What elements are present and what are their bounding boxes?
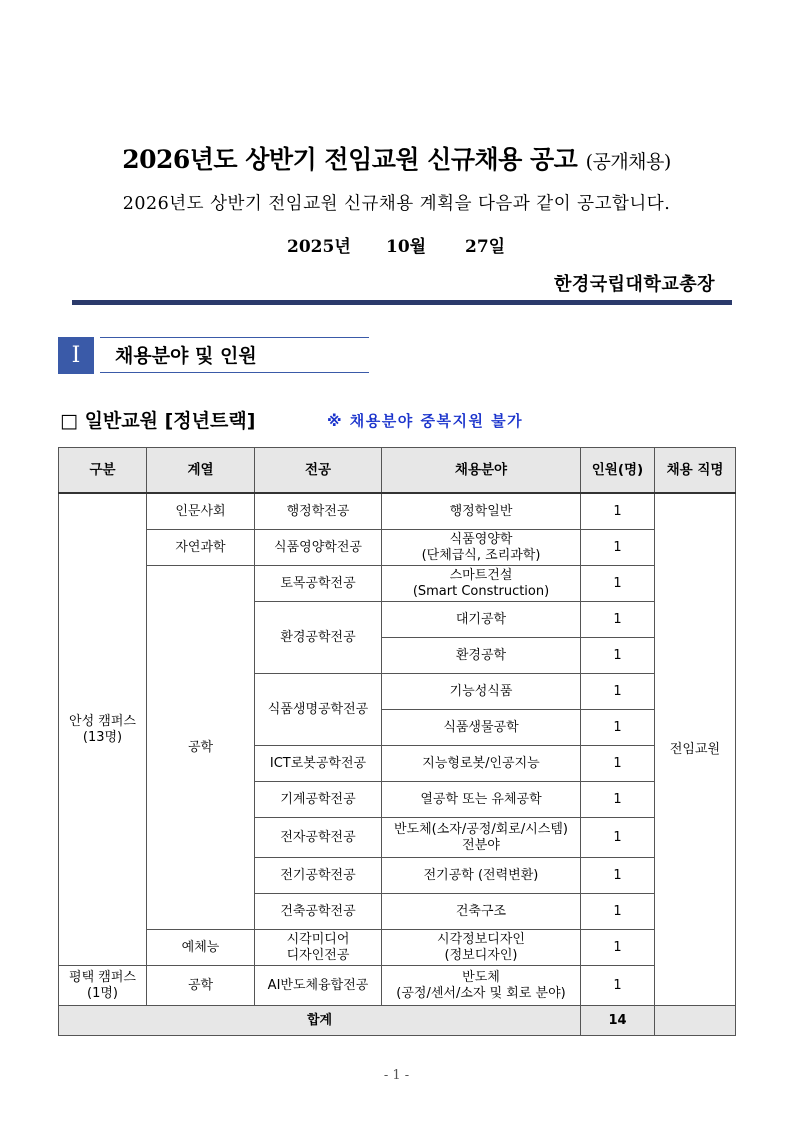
field-cell: 환경공학 [382, 638, 581, 674]
date-day: 27일 [465, 237, 506, 257]
recruitment-table [58, 447, 736, 1036]
subsection-note: ※ 채용분야 중복지원 불가 [327, 412, 524, 430]
count-cell: 1 [581, 746, 655, 782]
major-cell: 건축공학전공 [255, 894, 382, 930]
major-cell: AI반도체융합전공 [255, 966, 382, 1006]
field-cell: 스마트건설 (Smart Construction) [382, 566, 581, 602]
series-cell: 공학 [147, 566, 255, 930]
section-number-badge: I [58, 337, 94, 374]
header-position: 채용 직명 [655, 448, 736, 494]
title-suffix: (공개채용) [585, 151, 671, 173]
major-cell: ICT로봇공학전공 [255, 746, 382, 782]
header-divider [72, 300, 732, 305]
count-cell: 1 [581, 602, 655, 638]
major-cell: 행정학전공 [255, 493, 382, 530]
count-cell: 1 [581, 782, 655, 818]
count-cell: 1 [581, 638, 655, 674]
count-cell: 1 [581, 493, 655, 530]
total-row [59, 1006, 736, 1036]
table-row [59, 930, 736, 966]
field-cell: 대기공학 [382, 602, 581, 638]
campus-cell: 평택 캠퍼스 (1명) [59, 966, 147, 1006]
title-main: 2026년도 상반기 전임교원 신규채용 공고 [122, 145, 578, 174]
header-count: 인원(명) [581, 448, 655, 494]
field-cell: 식품영양학 (단체급식, 조리과학) [382, 530, 581, 566]
major-cell: 식품영양학전공 [255, 530, 382, 566]
major-cell: 기계공학전공 [255, 782, 382, 818]
count-cell: 1 [581, 858, 655, 894]
series-cell: 인문사회 [147, 493, 255, 530]
count-cell: 1 [581, 530, 655, 566]
header-division: 구분 [59, 448, 147, 494]
field-cell: 반도체(소자/공정/회로/시스템) 전분야 [382, 818, 581, 858]
section-title: 채용분야 및 인원 [100, 337, 369, 373]
count-cell: 1 [581, 566, 655, 602]
field-cell: 반도체 (공정/센서/소자 및 회로 분야) [382, 966, 581, 1006]
major-cell: 환경공학전공 [255, 602, 382, 674]
total-count: 14 [581, 1006, 655, 1036]
total-label: 합계 [59, 1006, 581, 1036]
field-cell: 시각정보디자인 (정보디자인) [382, 930, 581, 966]
campus-cell: 안성 캠퍼스 (13명) [59, 493, 147, 966]
count-cell: 1 [581, 710, 655, 746]
table-header-row [59, 448, 736, 494]
position-cell: 전임교원 [655, 493, 736, 1006]
document-title [0, 140, 793, 176]
series-cell: 예체능 [147, 930, 255, 966]
field-cell: 기능성식품 [382, 674, 581, 710]
major-cell: 전자공학전공 [255, 818, 382, 858]
count-cell: 1 [581, 894, 655, 930]
field-cell: 건축구조 [382, 894, 581, 930]
header-field: 채용분야 [382, 448, 581, 494]
major-cell: 식품생명공학전공 [255, 674, 382, 746]
table-row [59, 566, 736, 602]
major-cell: 토목공학전공 [255, 566, 382, 602]
page-number: - 1 - [383, 1068, 410, 1083]
major-cell: 시각미디어 디자인전공 [255, 930, 382, 966]
intro-text: 2026년도 상반기 전임교원 신규채용 계획을 다음과 같이 공고합니다. [122, 194, 671, 214]
major-cell: 전기공학전공 [255, 858, 382, 894]
total-empty-cell [655, 1006, 736, 1036]
table-row [59, 966, 736, 1006]
table-row [59, 493, 736, 530]
field-cell: 식품생물공학 [382, 710, 581, 746]
count-cell: 1 [581, 966, 655, 1006]
date-year: 2025년 [287, 237, 351, 257]
field-cell: 전기공학 (전력변환) [382, 858, 581, 894]
series-cell: 공학 [147, 966, 255, 1006]
table-row [59, 530, 736, 566]
count-cell: 1 [581, 818, 655, 858]
count-cell: 1 [581, 930, 655, 966]
issuer: 한경국립대학교총장 [554, 274, 715, 295]
field-cell: 행정학일반 [382, 493, 581, 530]
subsection-title: □ 일반교원 [정년트랙] [60, 410, 256, 432]
field-cell: 열공학 또는 유체공학 [382, 782, 581, 818]
header-major: 전공 [255, 448, 382, 494]
count-cell: 1 [581, 674, 655, 710]
series-cell: 자연과학 [147, 530, 255, 566]
date-month: 10월 [386, 237, 427, 257]
field-cell: 지능형로봇/인공지능 [382, 746, 581, 782]
header-series: 계열 [147, 448, 255, 494]
